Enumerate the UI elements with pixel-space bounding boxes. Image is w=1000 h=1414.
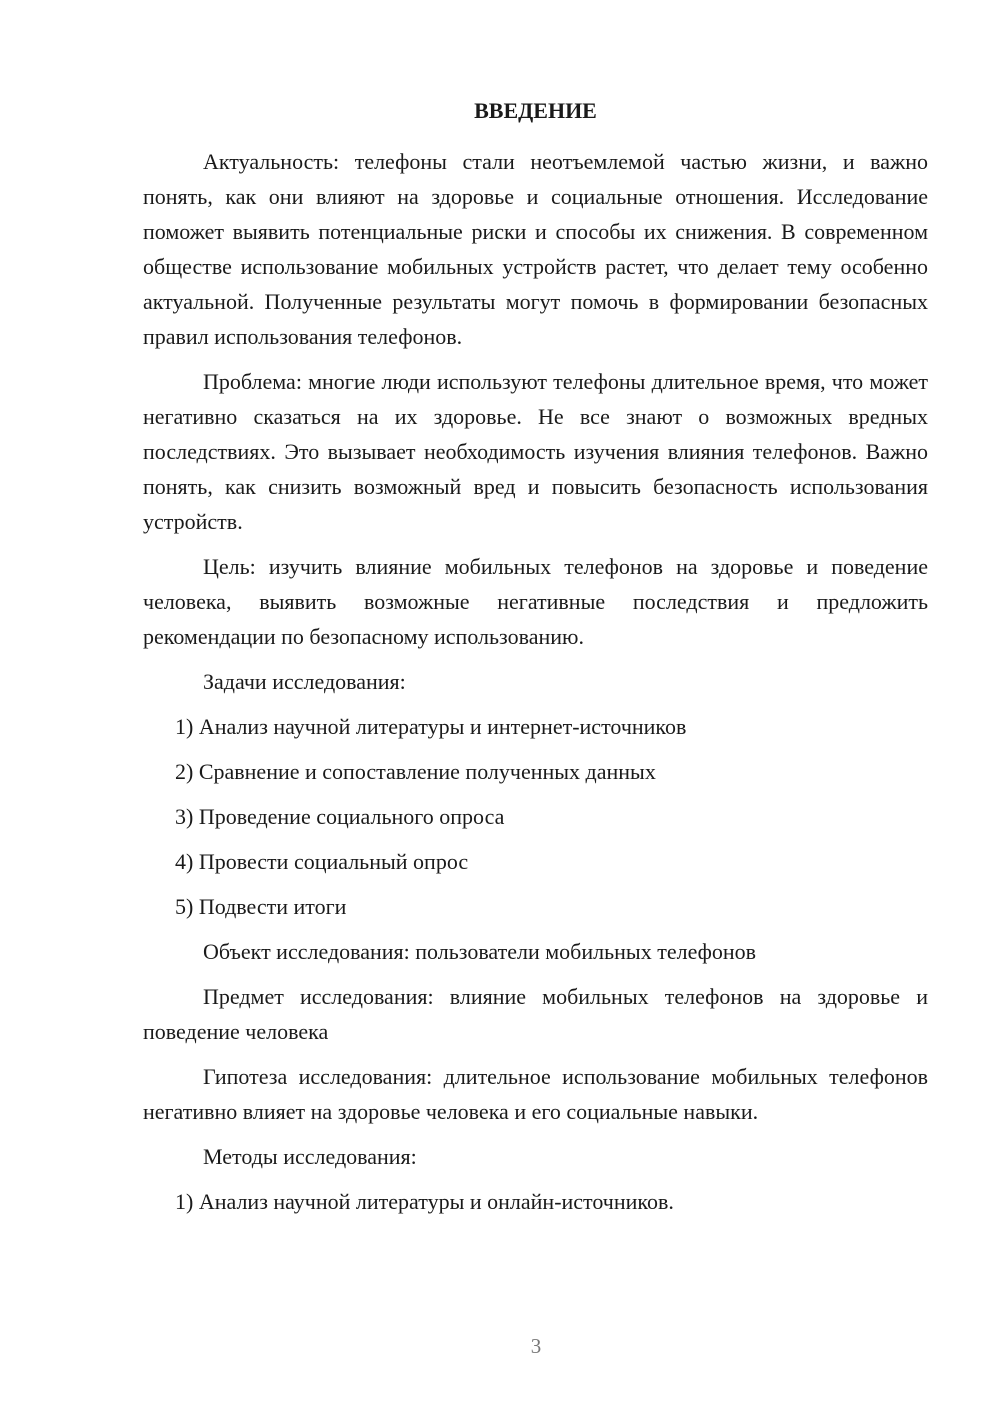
problem-paragraph: Проблема: многие люди используют телефоны длительное время, что может негативно сказаться на их здоровье. Не все знают о возможных вредных последствиях. Это вызывает необходимость изучения влияния телефонов. Важно понять, как снизить возможный вред и повысить безопасность использования устройств.	[143, 369, 928, 534]
task-item: 5) Подвести итоги	[175, 894, 347, 919]
research-object: Объект исследования: пользователи мобильных телефонов	[203, 939, 757, 964]
tasks-heading: Задачи исследования:	[203, 669, 406, 694]
relevance-paragraph: Актуальность: телефоны стали неотъемлемой частью жизни, и важно понять, как они влияют на здоровье и социальные отношения. Исследование поможет выявить потенциальные риски и способы их снижения. В современном обществе использование мобильных устройств растет, что делает тему особенно актуальной. Полученные результаты могут помочь в формировании безопасных правил использования телефонов.	[143, 149, 928, 349]
task-item: 3) Проведение социального опроса	[175, 804, 505, 829]
task-item: 2) Сравнение и сопоставление полученных данных	[175, 759, 656, 784]
document-page	[143, 96, 928, 1229]
method-item: 1) Анализ научной литературы и онлайн-источников.	[175, 1189, 674, 1214]
task-item: 1) Анализ научной литературы и интернет-источников	[175, 714, 687, 739]
research-hypothesis: Гипотеза исследования: длительное использование мобильных телефонов негативно влияет на здоровье человека и его социальные навыки.	[143, 1064, 928, 1124]
research-subject: Предмет исследования: влияние мобильных телефонов на здоровье и поведение человека	[143, 984, 928, 1044]
page-number: 3	[530, 1334, 542, 1358]
task-item: 4) Провести социальный опрос	[175, 849, 469, 874]
methods-heading: Методы исследования:	[203, 1144, 417, 1169]
section-title: ВВЕДЕНИЕ	[474, 98, 597, 123]
goal-paragraph: Цель: изучить влияние мобильных телефонов на здоровье и поведение человека, выявить возможные негативные последствия и предложить рекомендации по безопасному использованию.	[143, 554, 928, 649]
